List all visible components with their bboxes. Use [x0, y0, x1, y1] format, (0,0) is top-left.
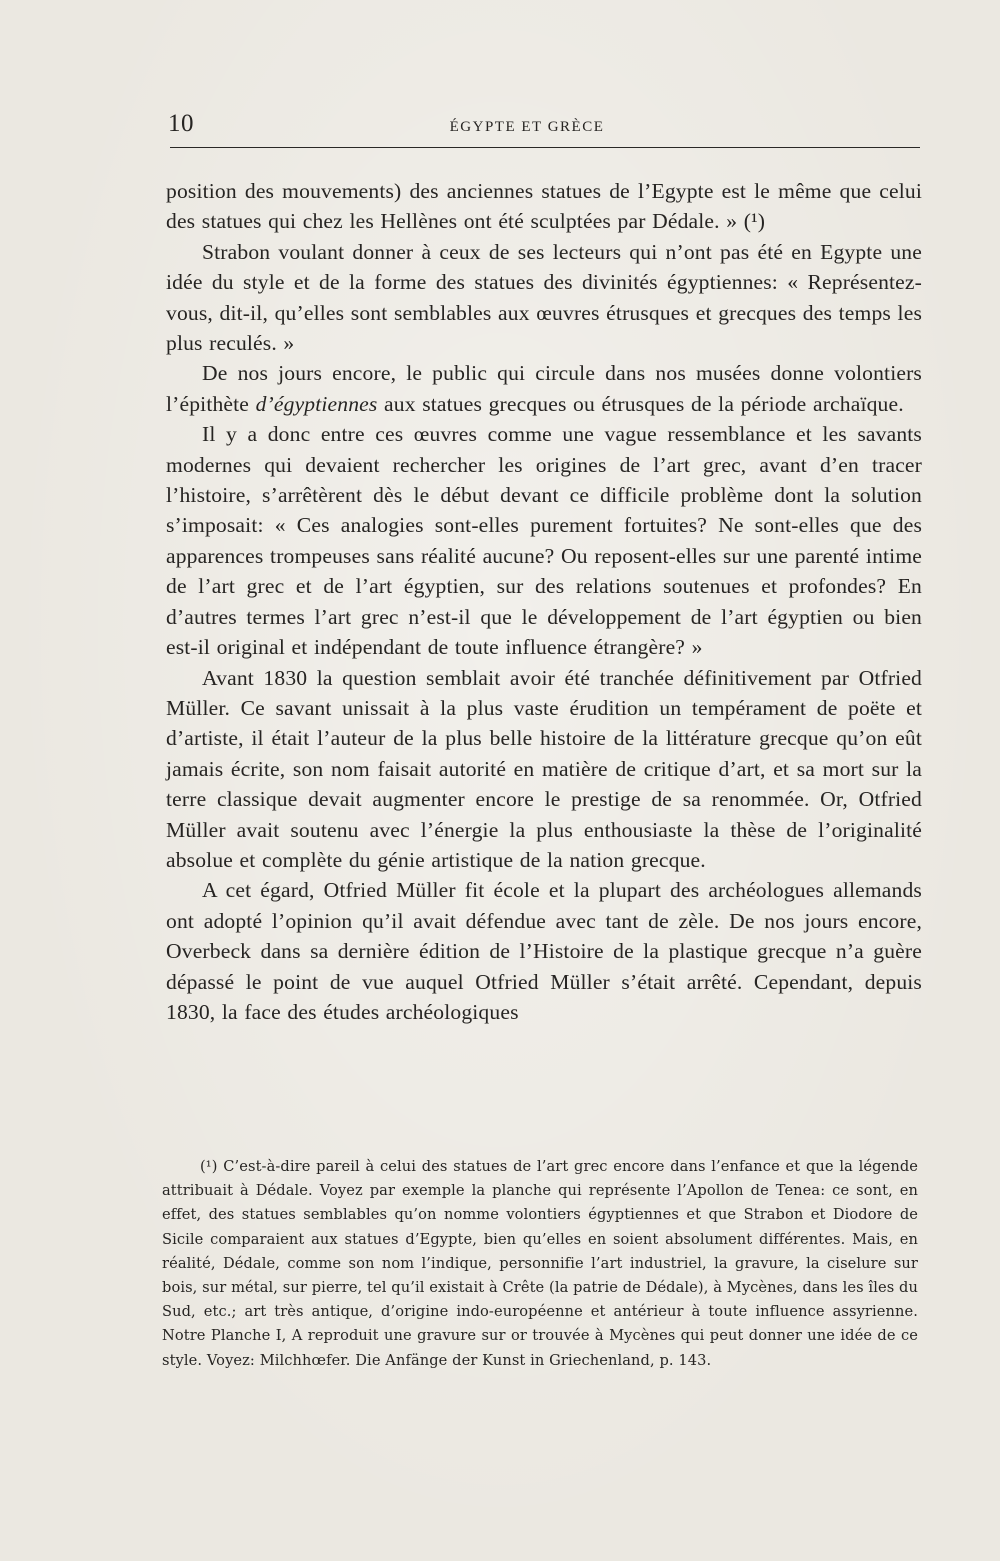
header-rule	[170, 147, 920, 148]
footnote	[162, 1155, 918, 1373]
footnote-text: (¹) C’est-à-dire pareil à celui des statues de l’art grec encore dans l’enfance et que la légende attribuait à Dédale. Voyez par exemple la planche qui représente l’Apollon de Tenea: ce sont, en effet, des statues semblables qu’on nomme volontiers égyptiennes et que Strabon et Diodore de Sicile comparaient aux statues d’Egypte, bien qu’elles en soient absolument différentes. Mais, en réalité, Dédale, comme son nom l’indique, personnifie l’art industriel, la gravure, la ciselure sur bois, sur métal, sur pierre, tel qu’il existait à Crête (la patrie de Dédale), à Mycènes, dans les îles du Sud, etc.; art très antique, d’origine indo-européenne et antérieur à toute influence assyrienne. Notre Planche I, A reproduit une gravure sur or trouvée à Mycènes qui peut donner une idée de ce style. Voyez: Milchhœfer. Die Anfänge der Kunst in Griechenland, p. 143.	[162, 1158, 918, 1369]
paragraph-5: Avant 1830 la question semblait avoir été tranchée définitivement par Otfried Müller. Ce savant unissait à la plus vaste érudition un tempérament de poëte et d’artiste, il était l’auteur de la plus belle histoire de la littérature grecque qu’on eût jamais écrite, son nom faisait autorité en matière de critique d’art, et sa mort sur la terre classique devait augmenter encore le prestige de sa renommée. Or, Otfried Müller avait soutenu avec l’énergie la plus enthousiaste la thèse de l’originalité absolue et complète du génie artistique de la nation grecque.	[166, 665, 922, 872]
paragraph-3-text-b: aux statues grecques ou étrusques de la période archaïque.	[377, 391, 904, 416]
page-number: 10	[168, 110, 194, 137]
paragraph-1: position des mouvements) des anciennes statues de l’Egypte est le même que celui des statues qui chez les Hellènes ont été sculptées par Dédale. » (¹)	[166, 179, 922, 234]
paragraph-3-italic: d’égyptiennes	[255, 391, 378, 416]
paragraph-3	[166, 358, 922, 419]
running-title: ÉGYPTE ET GRÈCE	[449, 119, 605, 135]
paragraph-3-text-a: De nos jours encore, le public qui circule dans nos musées donne volontiers l’épithète	[166, 361, 922, 416]
page-header	[168, 110, 920, 146]
paragraph-2: Strabon voulant donner à ceux de ses lecteurs qui n’ont pas été en Egypte une idée du style et de la forme des statues des divinités égyptiennes: « Représentez-vous, dit-il, qu’elles sont semblables aux œuvres étrusques et grecques des temps les plus reculés. »	[166, 239, 922, 356]
main-text	[166, 176, 922, 1027]
paragraph-6: A cet égard, Otfried Müller fit école et la plupart des archéologues allemands ont adopté l’opinion qu’il avait défendue avec tant de zèle. De nos jours encore, Overbeck dans sa dernière édition de l’Histoire de la plastique grecque n’a guère dépassé le point de vue auquel Otfried Müller s’était arrêté. Cependant, depuis 1830, la face des études archéologiques	[166, 878, 922, 1024]
paragraph-4: Il y a donc entre ces œuvres comme une vague ressemblance et les savants modernes qui devaient rechercher les origines de l’art grec, avant d’en tracer l’histoire, s’arrêtèrent dès le début devant ce difficile problème dont la solution s’imposait: « Ces analogies sont-elles purement fortuites? Ne sont-elles que des apparences trompeuses sans réalité aucune? Ou reposent-elles sur une parenté intime de l’art grec et de l’art égyptien, sur des relations soutenues et profondes? En d’autres termes l’art grec n’est-il que le développement de l’art égyptien ou bien est-il original et indépendant de toute influence étrangère? »	[166, 422, 922, 660]
